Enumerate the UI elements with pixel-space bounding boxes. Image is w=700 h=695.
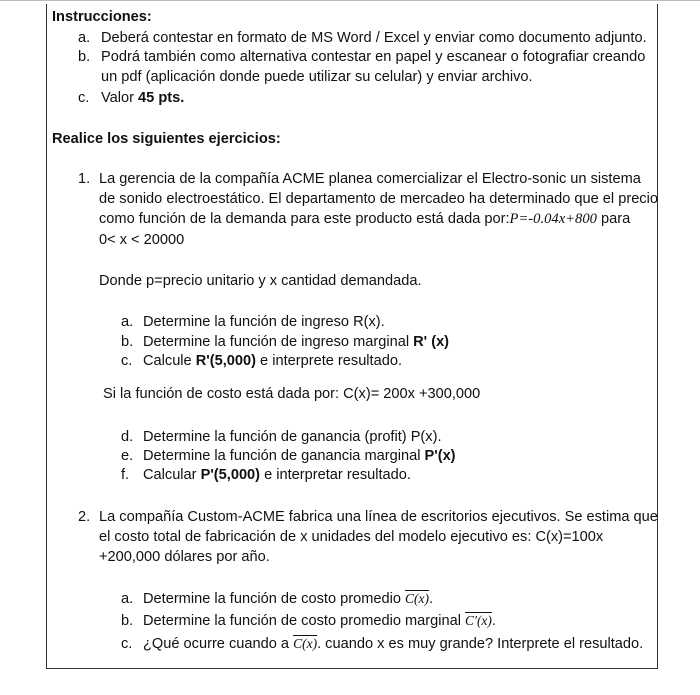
p2-part-c-text: ¿Qué ocurre cuando a C(x). cuando x es muy grande? Interprete el resultado. <box>143 636 644 652</box>
instructions-title: Instrucciones: <box>52 9 152 25</box>
cost-sentence: Si la función de costo está dada por: C(x)= 200x +300,000 <box>103 386 481 402</box>
problem1-domain: 0< x < 20000 <box>99 232 185 248</box>
instruction-a-marker: a. <box>78 30 91 46</box>
part-d-text: Determine la función de ganancia (profit) P(x). <box>143 429 442 445</box>
part-f-marker: f. <box>121 467 130 483</box>
instruction-b-line2: un pdf (aplicación donde puede utilizar su celular) y enviar archivo. <box>101 69 533 85</box>
p2-part-a-text: Determine la función de costo promedio C(x). <box>143 591 434 607</box>
exercises-heading: Realice los siguientes ejercicios: <box>52 131 281 147</box>
instruction-b-marker: b. <box>78 49 91 65</box>
part-f-text: Calcular P'(5,000) e interpretar resultado. <box>143 467 411 483</box>
price-formula: P=-0.04x+800 <box>509 211 597 227</box>
p2-part-b-marker: b. <box>121 613 134 629</box>
part-e-text: Determine la función de ganancia marginal P'(x) <box>143 448 456 464</box>
top-rule <box>0 0 700 1</box>
instruction-a-text: Deberá contestar en formato de MS Word / Excel y enviar como documento adjunto. <box>101 30 647 46</box>
average-cost-symbol-2: C(x) <box>293 636 318 651</box>
problem1-number: 1. <box>78 171 91 187</box>
p2-part-b-text: Determine la función de costo promedio marginal C'(x). <box>143 613 496 629</box>
problem2-line3: +200,000 dólares por año. <box>99 549 270 565</box>
marginal-average-cost-symbol: C'(x) <box>465 613 492 628</box>
instruction-c-text: Valor 45 pts. <box>101 90 185 106</box>
problem1-line1: La gerencia de la compañía ACME planea comercializar el Electro-sonic un sistema <box>99 171 641 187</box>
part-b-text: Determine la función de ingreso marginal R' (x) <box>143 334 450 350</box>
part-c-marker: c. <box>121 353 133 369</box>
part-e-marker: e. <box>121 448 134 464</box>
problem2-line2: el costo total de fabricación de x unidades del modelo ejecutivo es: C(x)=100x <box>99 529 604 545</box>
problem2-line1: La compañía Custom-ACME fabrica una línea de escritorios ejecutivos. Se estima que <box>99 509 658 525</box>
problem1-line3: como función de la demanda para este producto está dada por:P=-0.04x+800 para <box>99 211 631 227</box>
instruction-b-line1: Podrá también como alternativa contestar en papel y escanear o fotografiar creando <box>101 49 646 65</box>
p2-part-a-marker: a. <box>121 591 134 607</box>
instruction-c-marker: c. <box>78 90 90 106</box>
part-b-marker: b. <box>121 334 134 350</box>
part-a-text: Determine la función de ingreso R(x). <box>143 314 385 330</box>
part-c-text: Calcule R'(5,000) e interprete resultado. <box>143 353 403 369</box>
part-d-marker: d. <box>121 429 134 445</box>
problem2-number: 2. <box>78 509 91 525</box>
problem1-line2: de sonido electroestático. El departamento de mercadeo ha determinado que el precio <box>99 191 658 207</box>
problem1-definition: Donde p=precio unitario y x cantidad demandada. <box>99 273 422 289</box>
average-cost-symbol: C(x) <box>405 591 430 606</box>
part-a-marker: a. <box>121 314 134 330</box>
p2-part-c-marker: c. <box>121 636 133 652</box>
